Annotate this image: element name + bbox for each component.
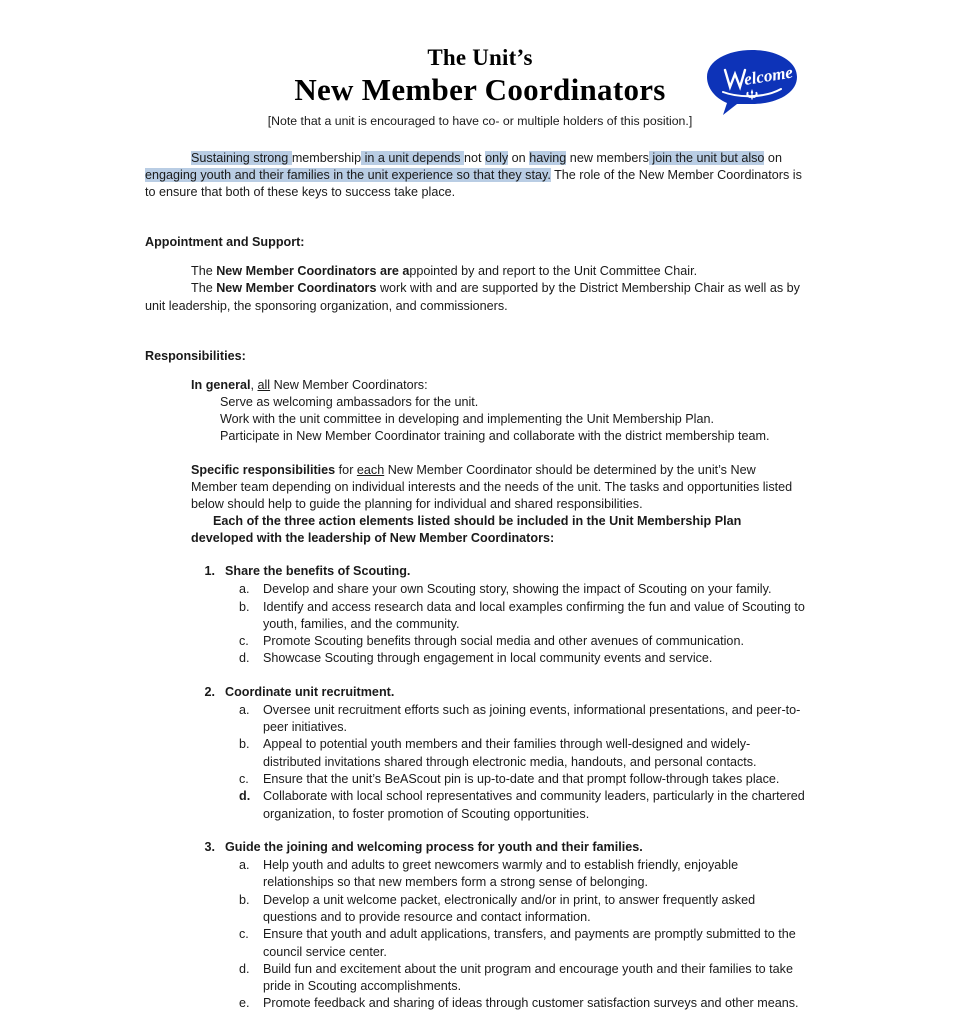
list-item	[201, 995, 805, 1012]
general-items-list	[220, 394, 805, 446]
list-item	[201, 581, 805, 598]
action-element-title: Guide the joining and welcoming process for youth and their families.	[225, 839, 643, 854]
page-title-line-1: The Unit’s	[427, 45, 533, 70]
section-heading-appointment: Appointment and Support:	[145, 235, 305, 250]
action-element-number: 2.	[204, 684, 215, 699]
welcome-badge-icon	[703, 48, 801, 118]
list-item-marker: c.	[239, 927, 249, 942]
specific-responsibilities-paragraph	[191, 462, 805, 513]
intro-plain-text: on	[764, 151, 782, 165]
intro-highlighted-text: having	[529, 151, 567, 165]
list-item-marker: a.	[239, 582, 250, 597]
list-item-marker: c.	[239, 772, 249, 787]
list-item	[201, 633, 805, 650]
list-item-marker: d.	[239, 651, 250, 666]
three-action-elements-paragraph: Each of the three action elements listed should be included in the Unit Membership Plan developed with the leadership of New Member Coordinators:	[191, 514, 742, 546]
appointment-line-1-suffix: ppointed by and report to the Unit Committee Chair.	[409, 264, 698, 279]
list-item-text: Oversee unit recruitment efforts such as joining events, informational presentations, and peer-to-peer initiatives.	[263, 702, 801, 735]
action-elements-list	[145, 563, 805, 1013]
action-element-number: 1.	[204, 564, 215, 579]
specific-underline: each	[356, 462, 385, 477]
list-item	[201, 788, 805, 823]
intro-highlighted-text: join the unit but also	[648, 151, 765, 165]
appointment-line-1-bold: New Member Coordinators are a	[216, 264, 410, 279]
list-item-marker: b.	[239, 599, 250, 614]
appointment-line-2-prefix: The	[191, 281, 217, 296]
list-item-text: Collaborate with local school representatives and community leaders, particularly in the chartered organization, to foster promotion of Scouting opportunities.	[263, 789, 805, 821]
appointment-line-2-suffix: work with and are supported by the District Membership Chair as well as by unit leadership, the sponsoring organization, and commissioners.	[145, 281, 800, 313]
list-item-marker: e.	[239, 996, 250, 1011]
in-general-underline: all	[257, 377, 271, 392]
intro-highlighted-text: in a unit depends	[361, 151, 465, 165]
in-general-suffix: New Member Coordinators:	[270, 377, 428, 392]
list-item-marker: b.	[239, 737, 250, 752]
list-item-text: Promote Scouting benefits through social media and other avenues of communication.	[263, 634, 744, 649]
list-item	[201, 771, 805, 788]
list-item-text: Ensure that youth and adult applications, transfers, and payments are promptly submitted to the council service center.	[263, 927, 796, 959]
section-heading-responsibilities: Responsibilities:	[145, 348, 246, 363]
intro-highlighted-text: Sustaining strong	[191, 151, 292, 165]
intro-highlighted-text: only	[485, 151, 509, 165]
specific-suffix: New Member Coordinator should be determined by the unit’s New Member team depending on individual interests and the needs of the unit. The tasks and opportunities listed below should help to guide the planning for individual and shared responsibilities.	[191, 462, 793, 511]
general-item: Serve as welcoming ambassadors for the unit.	[220, 394, 479, 409]
action-element-subitems	[201, 581, 805, 667]
in-general-mid: ,	[250, 377, 258, 392]
intro-plain-text: new	[566, 151, 597, 165]
list-item-text: Help youth and adults to greet newcomers warmly and to establish friendly, enjoyable relationships so that new members form a strong sense of belonging.	[263, 858, 739, 890]
appointment-line-1-prefix: The	[191, 264, 217, 279]
specific-mid: for	[335, 462, 357, 477]
list-item-marker: a.	[239, 702, 250, 717]
specific-bold: Specific responsibilities	[191, 462, 336, 477]
list-item-text: Promote feedback and sharing of ideas through customer satisfaction surveys and other means.	[263, 996, 799, 1011]
list-item-marker: d.	[239, 789, 251, 804]
general-item: Work with the unit committee in developing and implementing the Unit Membership Plan.	[220, 412, 714, 427]
intro-highlighted-text: engaging youth and their families in the unit experience so that they stay.	[145, 168, 551, 183]
intro-paragraph	[145, 150, 805, 201]
list-item-marker: a.	[239, 858, 250, 873]
page-title-line-2: New Member Coordinators	[294, 72, 666, 107]
action-element-title: Share the benefits of Scouting.	[225, 564, 411, 579]
svg-text:elcome: elcome	[742, 62, 795, 89]
action-element-subitems	[201, 702, 805, 823]
list-item	[201, 702, 805, 737]
intro-plain-text: The role of the New Member Coordinators is to ensure that both of these keys to success take place.	[145, 168, 802, 200]
in-general-line	[191, 377, 805, 394]
intro-plain-text: on	[508, 151, 530, 165]
list-item-text: Appeal to potential youth members and their families through well-designed and widely-distributed invitations shared through electronic media, handouts, and personal contacts.	[263, 737, 757, 769]
list-item-marker: b.	[239, 892, 250, 907]
list-item-text: Develop and share your own Scouting story, showing the impact of Scouting on your family.	[263, 582, 772, 597]
list-item-text: Build fun and excitement about the unit program and encourage youth and their families to take pride in Scouting accomplishments.	[263, 961, 793, 994]
intro-plain-text: membership	[291, 151, 362, 165]
document-header	[0, 0, 960, 129]
list-item	[201, 599, 805, 634]
action-element	[145, 839, 805, 1013]
list-item	[201, 926, 805, 961]
list-item-text: Develop a unit welcome packet, electronically and/or in print, to answer frequently asked questions and to provide resource and contact information.	[263, 892, 756, 924]
list-item	[201, 736, 805, 771]
list-item-text: Identify and access research data and local examples confirming the fun and value of Scouting to youth, families, and the community.	[263, 599, 805, 631]
page-title-note: [Note that a unit is encouraged to have co- or multiple holders of this position.]	[267, 114, 693, 128]
list-item	[201, 892, 805, 927]
action-element-subitems	[201, 857, 805, 1013]
action-element-number: 3.	[204, 839, 215, 854]
action-element	[145, 684, 805, 823]
document-body	[0, 150, 960, 1013]
general-item: Participate in New Member Coordinator training and collaborate with the district membership team.	[220, 429, 770, 444]
appointment-line-1	[145, 263, 805, 280]
appointment-line-2-bold: New Member Coordinators	[216, 281, 377, 296]
intro-plain-text: not	[464, 151, 486, 165]
list-item-text: Ensure that the unit’s BeAScout pin is up-to-date and that prompt follow-through takes place.	[263, 772, 780, 787]
list-item	[201, 857, 805, 892]
list-item-text: Showcase Scouting through engagement in local community events and service.	[263, 651, 713, 666]
action-element	[145, 563, 805, 668]
in-general-bold: In general	[191, 377, 251, 392]
list-item	[201, 650, 805, 667]
intro-segments	[145, 151, 802, 199]
intro-plain-text: members	[596, 151, 649, 165]
list-item-marker: d.	[239, 961, 250, 976]
action-element-title: Coordinate unit recruitment.	[225, 684, 395, 699]
appointment-line-2	[145, 280, 805, 314]
list-item	[201, 961, 805, 996]
list-item-marker: c.	[239, 634, 249, 649]
